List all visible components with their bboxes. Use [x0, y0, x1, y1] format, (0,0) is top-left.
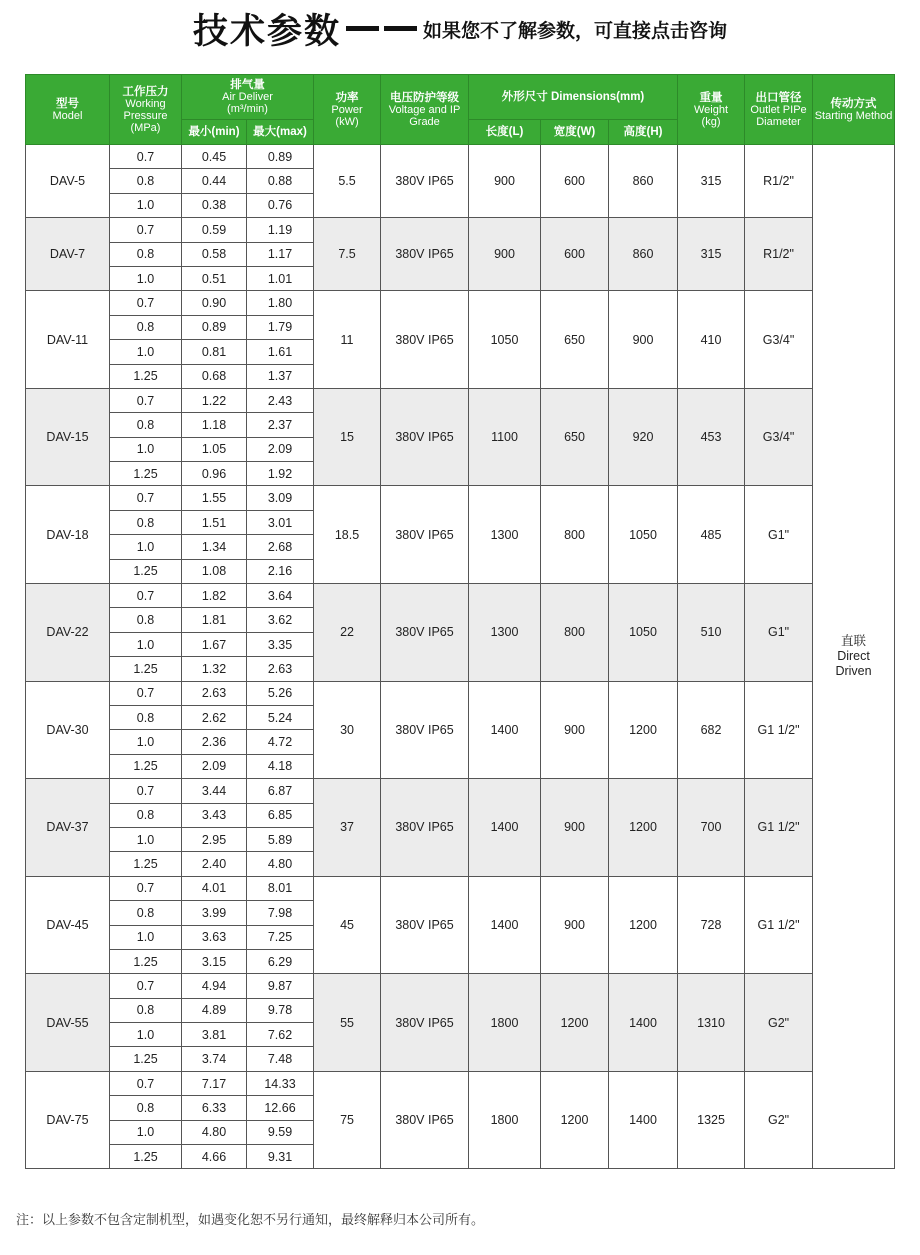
- width-cell: 1200: [541, 974, 609, 1072]
- pressure-cell: 1.0: [110, 730, 182, 754]
- air-min-cell: 3.99: [182, 901, 247, 925]
- height-cell: 1200: [609, 681, 678, 779]
- model-cell: DAV-75: [26, 1071, 110, 1169]
- weight-cell: 315: [678, 145, 745, 218]
- air-min-cell: 4.80: [182, 1120, 247, 1144]
- pressure-cell: 1.0: [110, 437, 182, 461]
- header-dimensions: 外形尺寸 Dimensions(mm): [469, 75, 678, 120]
- air-max-cell: 1.61: [247, 340, 314, 364]
- air-max-cell: 2.16: [247, 559, 314, 583]
- air-min-cell: 3.15: [182, 949, 247, 973]
- power-cell: 5.5: [314, 145, 381, 218]
- width-cell: 900: [541, 876, 609, 974]
- length-cell: 1400: [469, 681, 541, 779]
- pressure-cell: 1.25: [110, 462, 182, 486]
- weight-cell: 510: [678, 584, 745, 682]
- height-cell: 860: [609, 218, 678, 291]
- air-min-cell: 4.66: [182, 1145, 247, 1169]
- air-min-cell: 0.81: [182, 340, 247, 364]
- weight-cell: 410: [678, 291, 745, 389]
- air-max-cell: 1.80: [247, 291, 314, 315]
- pressure-cell: 1.0: [110, 632, 182, 656]
- voltage-cell: 380V IP65: [381, 876, 469, 974]
- model-cell: DAV-11: [26, 291, 110, 389]
- air-min-cell: 1.08: [182, 559, 247, 583]
- outlet-cell: G2": [745, 1071, 813, 1169]
- length-cell: 1400: [469, 876, 541, 974]
- weight-cell: 1325: [678, 1071, 745, 1169]
- table-row: [26, 974, 895, 998]
- power-cell: 15: [314, 388, 381, 486]
- air-max-cell: 2.63: [247, 657, 314, 681]
- air-max-cell: 9.59: [247, 1120, 314, 1144]
- air-max-cell: 0.76: [247, 193, 314, 217]
- air-max-cell: 7.98: [247, 901, 314, 925]
- air-min-cell: 6.33: [182, 1096, 247, 1120]
- air-max-cell: 9.31: [247, 1145, 314, 1169]
- weight-cell: 453: [678, 388, 745, 486]
- air-min-cell: 0.59: [182, 218, 247, 242]
- air-min-cell: 1.55: [182, 486, 247, 510]
- air-min-cell: 2.36: [182, 730, 247, 754]
- header-width: 宽度(W): [541, 120, 609, 145]
- table-row: [26, 388, 895, 412]
- outlet-cell: G1 1/2": [745, 876, 813, 974]
- header-weight: 重量 Weight (kg): [678, 75, 745, 145]
- air-max-cell: 5.26: [247, 681, 314, 705]
- air-max-cell: 7.62: [247, 1023, 314, 1047]
- header-outlet: 出口管径 Outlet PIPe Diameter: [745, 75, 813, 145]
- voltage-cell: 380V IP65: [381, 388, 469, 486]
- table-row: [26, 486, 895, 510]
- spec-table: [25, 74, 895, 1169]
- air-max-cell: 3.09: [247, 486, 314, 510]
- footer-note: 注：以上参数不包含定制机型，如遇变化恕不另行通知，最终解释归本公司所有。: [16, 1213, 485, 1228]
- table-row: [26, 681, 895, 705]
- air-min-cell: 0.90: [182, 291, 247, 315]
- outlet-cell: G1 1/2": [745, 681, 813, 779]
- pressure-cell: 0.8: [110, 608, 182, 632]
- air-max-cell: 5.24: [247, 705, 314, 729]
- outlet-cell: G2": [745, 974, 813, 1072]
- length-cell: 900: [469, 218, 541, 291]
- voltage-cell: 380V IP65: [381, 1071, 469, 1169]
- air-min-cell: 1.81: [182, 608, 247, 632]
- air-max-cell: 4.72: [247, 730, 314, 754]
- height-cell: 1200: [609, 779, 678, 877]
- height-cell: 1050: [609, 584, 678, 682]
- model-cell: DAV-37: [26, 779, 110, 877]
- air-max-cell: 12.66: [247, 1096, 314, 1120]
- length-cell: 900: [469, 145, 541, 218]
- air-max-cell: 7.25: [247, 925, 314, 949]
- voltage-cell: 380V IP65: [381, 584, 469, 682]
- outlet-cell: G3/4": [745, 388, 813, 486]
- power-cell: 55: [314, 974, 381, 1072]
- weight-cell: 682: [678, 681, 745, 779]
- length-cell: 1100: [469, 388, 541, 486]
- pressure-cell: 0.7: [110, 145, 182, 169]
- air-min-cell: 0.45: [182, 145, 247, 169]
- air-min-cell: 3.74: [182, 1047, 247, 1071]
- pressure-cell: 1.0: [110, 193, 182, 217]
- outlet-cell: G3/4": [745, 291, 813, 389]
- model-cell: DAV-18: [26, 486, 110, 584]
- starting-method-text: Driven: [835, 664, 872, 679]
- outlet-cell: R1/2": [745, 218, 813, 291]
- air-max-cell: 2.09: [247, 437, 314, 461]
- pressure-cell: 0.7: [110, 486, 182, 510]
- pressure-cell: 1.25: [110, 852, 182, 876]
- air-max-cell: 1.17: [247, 242, 314, 266]
- air-max-cell: 3.64: [247, 584, 314, 608]
- air-max-cell: 8.01: [247, 876, 314, 900]
- air-min-cell: 4.94: [182, 974, 247, 998]
- height-cell: 900: [609, 291, 678, 389]
- starting-method-cell: [813, 145, 895, 1169]
- pressure-cell: 0.8: [110, 803, 182, 827]
- air-min-cell: 2.09: [182, 754, 247, 778]
- pressure-cell: 0.7: [110, 218, 182, 242]
- model-cell: DAV-22: [26, 584, 110, 682]
- header-model: 型号 Model: [26, 75, 110, 145]
- air-max-cell: 7.48: [247, 1047, 314, 1071]
- air-min-cell: 0.38: [182, 193, 247, 217]
- air-max-cell: 4.18: [247, 754, 314, 778]
- voltage-cell: 380V IP65: [381, 681, 469, 779]
- model-cell: DAV-15: [26, 388, 110, 486]
- title-dash: [346, 26, 379, 31]
- starting-method-text: 直联: [841, 634, 867, 649]
- pressure-cell: 0.8: [110, 1096, 182, 1120]
- air-max-cell: 1.79: [247, 315, 314, 339]
- power-cell: 22: [314, 584, 381, 682]
- air-max-cell: 1.37: [247, 364, 314, 388]
- air-min-cell: 1.18: [182, 413, 247, 437]
- weight-cell: 728: [678, 876, 745, 974]
- air-min-cell: 3.81: [182, 1023, 247, 1047]
- table-row: [26, 1071, 895, 1095]
- pressure-cell: 1.0: [110, 925, 182, 949]
- model-cell: DAV-45: [26, 876, 110, 974]
- header-air-max: 最大(max): [247, 120, 314, 145]
- pressure-cell: 1.0: [110, 827, 182, 851]
- air-max-cell: 6.87: [247, 779, 314, 803]
- pressure-cell: 0.7: [110, 584, 182, 608]
- header-length: 长度(L): [469, 120, 541, 145]
- power-cell: 11: [314, 291, 381, 389]
- height-cell: 1400: [609, 1071, 678, 1169]
- air-max-cell: 1.92: [247, 462, 314, 486]
- pressure-cell: 0.7: [110, 779, 182, 803]
- air-min-cell: 0.89: [182, 315, 247, 339]
- air-min-cell: 1.82: [182, 584, 247, 608]
- spec-table-body: [26, 145, 895, 1169]
- air-min-cell: 0.96: [182, 462, 247, 486]
- model-cell: DAV-7: [26, 218, 110, 291]
- pressure-cell: 1.0: [110, 1120, 182, 1144]
- pressure-cell: 0.7: [110, 1071, 182, 1095]
- air-max-cell: 0.89: [247, 145, 314, 169]
- voltage-cell: 380V IP65: [381, 291, 469, 389]
- air-min-cell: 1.34: [182, 535, 247, 559]
- width-cell: 1200: [541, 1071, 609, 1169]
- width-cell: 800: [541, 486, 609, 584]
- air-max-cell: 3.35: [247, 632, 314, 656]
- air-min-cell: 0.44: [182, 169, 247, 193]
- height-cell: 920: [609, 388, 678, 486]
- voltage-cell: 380V IP65: [381, 145, 469, 218]
- air-min-cell: 1.05: [182, 437, 247, 461]
- table-row: [26, 584, 895, 608]
- header-air-deliver: 排气量 Air Deliver (m³/min): [182, 75, 314, 120]
- width-cell: 600: [541, 145, 609, 218]
- length-cell: 1800: [469, 1071, 541, 1169]
- model-cell: DAV-30: [26, 681, 110, 779]
- pressure-cell: 0.7: [110, 388, 182, 412]
- table-row: [26, 145, 895, 169]
- pressure-cell: 1.0: [110, 266, 182, 290]
- height-cell: 1050: [609, 486, 678, 584]
- starting-method-text: Direct: [837, 649, 870, 664]
- air-max-cell: 4.80: [247, 852, 314, 876]
- table-row: [26, 291, 895, 315]
- header-starting: 传动方式 Starting Method: [813, 75, 895, 145]
- outlet-cell: G1": [745, 486, 813, 584]
- air-max-cell: 2.68: [247, 535, 314, 559]
- pressure-cell: 1.0: [110, 340, 182, 364]
- pressure-cell: 0.8: [110, 998, 182, 1022]
- voltage-cell: 380V IP65: [381, 779, 469, 877]
- air-min-cell: 7.17: [182, 1071, 247, 1095]
- air-min-cell: 0.68: [182, 364, 247, 388]
- air-min-cell: 1.51: [182, 510, 247, 534]
- air-min-cell: 0.51: [182, 266, 247, 290]
- length-cell: 1050: [469, 291, 541, 389]
- pressure-cell: 1.25: [110, 1145, 182, 1169]
- pressure-cell: 0.7: [110, 291, 182, 315]
- air-max-cell: 2.37: [247, 413, 314, 437]
- pressure-cell: 1.25: [110, 657, 182, 681]
- height-cell: 1400: [609, 974, 678, 1072]
- pressure-cell: 0.8: [110, 242, 182, 266]
- pressure-cell: 1.25: [110, 559, 182, 583]
- air-min-cell: 1.22: [182, 388, 247, 412]
- air-max-cell: 1.19: [247, 218, 314, 242]
- width-cell: 800: [541, 584, 609, 682]
- header-power: 功率 Power (kW): [314, 75, 381, 145]
- weight-cell: 315: [678, 218, 745, 291]
- voltage-cell: 380V IP65: [381, 218, 469, 291]
- air-min-cell: 2.63: [182, 681, 247, 705]
- header-air-min: 最小(min): [182, 120, 247, 145]
- air-max-cell: 0.88: [247, 169, 314, 193]
- length-cell: 1300: [469, 584, 541, 682]
- air-min-cell: 4.89: [182, 998, 247, 1022]
- pressure-cell: 0.8: [110, 169, 182, 193]
- pressure-cell: 1.0: [110, 1023, 182, 1047]
- width-cell: 650: [541, 388, 609, 486]
- pressure-cell: 1.25: [110, 949, 182, 973]
- width-cell: 650: [541, 291, 609, 389]
- consult-link[interactable]: 如果您不了解参数，可直接点击咨询: [423, 20, 728, 42]
- pressure-cell: 0.8: [110, 413, 182, 437]
- height-cell: 1200: [609, 876, 678, 974]
- outlet-cell: G1 1/2": [745, 779, 813, 877]
- weight-cell: 485: [678, 486, 745, 584]
- air-min-cell: 1.67: [182, 632, 247, 656]
- outlet-cell: R1/2": [745, 145, 813, 218]
- width-cell: 900: [541, 681, 609, 779]
- table-row: [26, 218, 895, 242]
- length-cell: 1800: [469, 974, 541, 1072]
- model-cell: DAV-5: [26, 145, 110, 218]
- air-max-cell: 14.33: [247, 1071, 314, 1095]
- power-cell: 75: [314, 1071, 381, 1169]
- air-max-cell: 9.78: [247, 998, 314, 1022]
- pressure-cell: 0.8: [110, 901, 182, 925]
- air-max-cell: 6.85: [247, 803, 314, 827]
- air-min-cell: 3.44: [182, 779, 247, 803]
- air-min-cell: 3.43: [182, 803, 247, 827]
- voltage-cell: 380V IP65: [381, 486, 469, 584]
- pressure-cell: 0.7: [110, 974, 182, 998]
- air-min-cell: 2.40: [182, 852, 247, 876]
- air-min-cell: 2.95: [182, 827, 247, 851]
- page-title: 技术参数: [193, 12, 342, 52]
- page-header: [0, 0, 920, 60]
- power-cell: 45: [314, 876, 381, 974]
- header-height: 高度(H): [609, 120, 678, 145]
- air-min-cell: 1.32: [182, 657, 247, 681]
- length-cell: 1400: [469, 779, 541, 877]
- air-min-cell: 2.62: [182, 705, 247, 729]
- pressure-cell: 1.25: [110, 364, 182, 388]
- power-cell: 18.5: [314, 486, 381, 584]
- pressure-cell: 1.25: [110, 754, 182, 778]
- air-max-cell: 3.62: [247, 608, 314, 632]
- pressure-cell: 0.7: [110, 681, 182, 705]
- title-dash: [384, 26, 417, 31]
- table-row: [26, 876, 895, 900]
- pressure-cell: 0.7: [110, 876, 182, 900]
- header-voltage: 电压防护等级 Voltage and IP Grade: [381, 75, 469, 145]
- voltage-cell: 380V IP65: [381, 974, 469, 1072]
- height-cell: 860: [609, 145, 678, 218]
- air-max-cell: 3.01: [247, 510, 314, 534]
- table-row: [26, 779, 895, 803]
- pressure-cell: 1.25: [110, 1047, 182, 1071]
- weight-cell: 700: [678, 779, 745, 877]
- length-cell: 1300: [469, 486, 541, 584]
- air-max-cell: 9.87: [247, 974, 314, 998]
- pressure-cell: 1.0: [110, 535, 182, 559]
- power-cell: 7.5: [314, 218, 381, 291]
- width-cell: 900: [541, 779, 609, 877]
- model-cell: DAV-55: [26, 974, 110, 1072]
- air-max-cell: 5.89: [247, 827, 314, 851]
- air-max-cell: 6.29: [247, 949, 314, 973]
- power-cell: 30: [314, 681, 381, 779]
- outlet-cell: G1": [745, 584, 813, 682]
- header-pressure: 工作压力 Working Pressure (MPa): [110, 75, 182, 145]
- weight-cell: 1310: [678, 974, 745, 1072]
- air-max-cell: 1.01: [247, 266, 314, 290]
- air-min-cell: 3.63: [182, 925, 247, 949]
- air-min-cell: 0.58: [182, 242, 247, 266]
- air-max-cell: 2.43: [247, 388, 314, 412]
- power-cell: 37: [314, 779, 381, 877]
- pressure-cell: 0.8: [110, 705, 182, 729]
- air-min-cell: 4.01: [182, 876, 247, 900]
- pressure-cell: 0.8: [110, 510, 182, 534]
- pressure-cell: 0.8: [110, 315, 182, 339]
- width-cell: 600: [541, 218, 609, 291]
